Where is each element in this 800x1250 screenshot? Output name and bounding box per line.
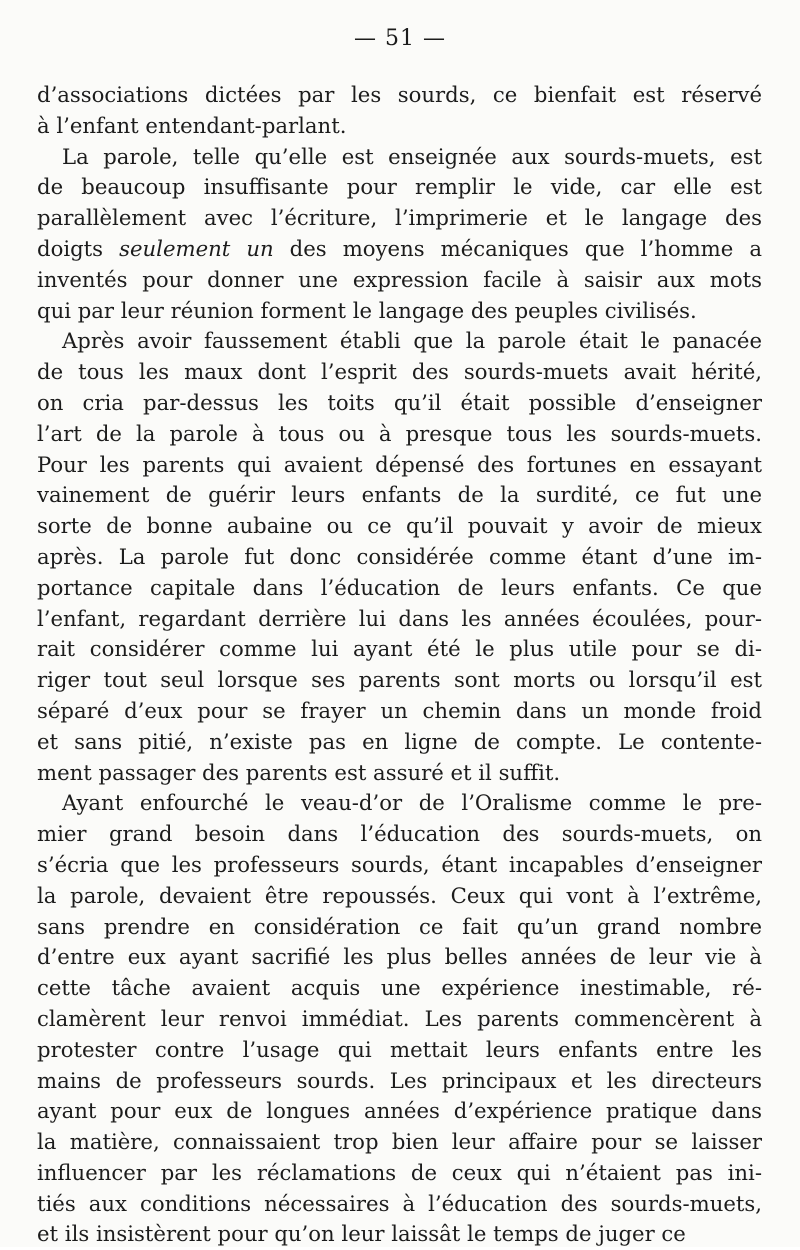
text-line: et ils insistèrent pour qu’on leur laissât le temps de juger ce xyxy=(37,1221,686,1247)
text-line: inventés pour donner une expression facile à saisir aux mots xyxy=(37,266,762,292)
page-number: — 51 — xyxy=(354,26,446,51)
text-line: après. La parole fut donc considérée comme étant d’une im- xyxy=(37,543,762,569)
text-line: tiés aux conditions nécessaires à l’éducation des sourds-muets, xyxy=(37,1190,762,1216)
text-line: clamèrent leur renvoi immédiat. Les parents commencèrent à xyxy=(37,1005,762,1031)
text-line: ayant pour eux de longues années d’expérience pratique dans xyxy=(37,1098,762,1124)
text-line: mier grand besoin dans l’éducation des sourds-muets, on xyxy=(37,821,762,847)
text-line: de tous les maux dont l’esprit des sourds-muets avait hérité, xyxy=(37,359,762,385)
text-line: d’associations dictées par les sourds, ce bienfait est réservé xyxy=(37,82,762,107)
text-line xyxy=(37,234,762,265)
text-line: cette tâche avaient acquis une expérience inestimable, ré- xyxy=(37,975,762,1001)
paragraph xyxy=(37,80,762,142)
text-line: l’enfant, regardant derrière lui dans les années écoulées, pour- xyxy=(37,605,762,631)
text-line: Pour les parents qui avaient dépensé des fortunes en essayant xyxy=(37,451,762,477)
text-line: et sans pitié, n’existe pas en ligne de compte. Le contente- xyxy=(37,728,762,754)
text-line: vainement de guérir leurs enfants de la surdité, ce fut une xyxy=(37,482,762,508)
text-line: influencer par les réclamations de ceux qui n’étaient pas ini- xyxy=(37,1159,762,1185)
text-line: la parole, devaient être repoussés. Ceux qui vont à l’extrême, xyxy=(37,882,762,908)
text-segment: doigts xyxy=(37,235,120,261)
text-line: mains de professeurs sourds. Les principaux et les directeurs xyxy=(37,1067,762,1093)
emphasis-text: seulement un xyxy=(119,235,274,261)
text-line: sorte de bonne aubaine ou ce qu’il pouvait y avoir de mieux xyxy=(37,513,762,539)
text-segment: des moyens mécaniques que l’homme a xyxy=(273,235,762,261)
paragraph xyxy=(37,788,762,1250)
text-line: s’écria que les professeurs sourds, étant incapables d’enseigner xyxy=(37,851,762,877)
text-line: l’art de la parole à tous ou à presque tous les sourds-muets. xyxy=(37,420,762,446)
body-text xyxy=(37,80,762,1250)
text-line: on cria par-dessus les toits qu’il était possible d’enseigner xyxy=(37,389,762,415)
text-line: riger tout seul lorsque ses parents sont morts ou lorsqu’il est xyxy=(37,667,762,693)
text-line: de beaucoup insuffisante pour remplir le vide, car elle est xyxy=(37,174,762,200)
text-line: Après avoir faussement établi que la parole était le panacée xyxy=(62,328,762,354)
text-line: d’entre eux ayant sacrifié les plus belles années de leur vie à xyxy=(37,944,762,970)
text-line: rait considérer comme lui ayant été le plus utile pour se di- xyxy=(37,636,762,662)
text-line: protester contre l’usage qui mettait leurs enfants entre les xyxy=(37,1036,762,1062)
text-line: qui par leur réunion forment le langage des peuples civilisés. xyxy=(37,297,697,323)
text-line: Ayant enfourché le veau-d’or de l’Oralisme comme le pre- xyxy=(62,790,762,816)
text-line: séparé d’eux pour se frayer un chemin dans un monde froid xyxy=(37,697,762,723)
text-line: portance capitale dans l’éducation de leurs enfants. Ce que xyxy=(37,574,762,600)
text-line: parallèlement avec l’écriture, l’imprimerie et le langage des xyxy=(37,205,762,231)
text-line: La parole, telle qu’elle est enseignée aux sourds-muets, est xyxy=(62,143,762,169)
text-line: ment passager des parents est assuré et il suffit. xyxy=(37,759,561,785)
paragraph xyxy=(37,142,762,327)
text-line: à l’enfant entendant-parlant. xyxy=(37,112,347,138)
paragraph xyxy=(37,326,762,788)
text-line: sans prendre en considération ce fait qu’un grand nombre xyxy=(37,913,762,939)
text-line: la matière, connaissaient trop bien leur affaire pour se laisser xyxy=(37,1129,762,1155)
